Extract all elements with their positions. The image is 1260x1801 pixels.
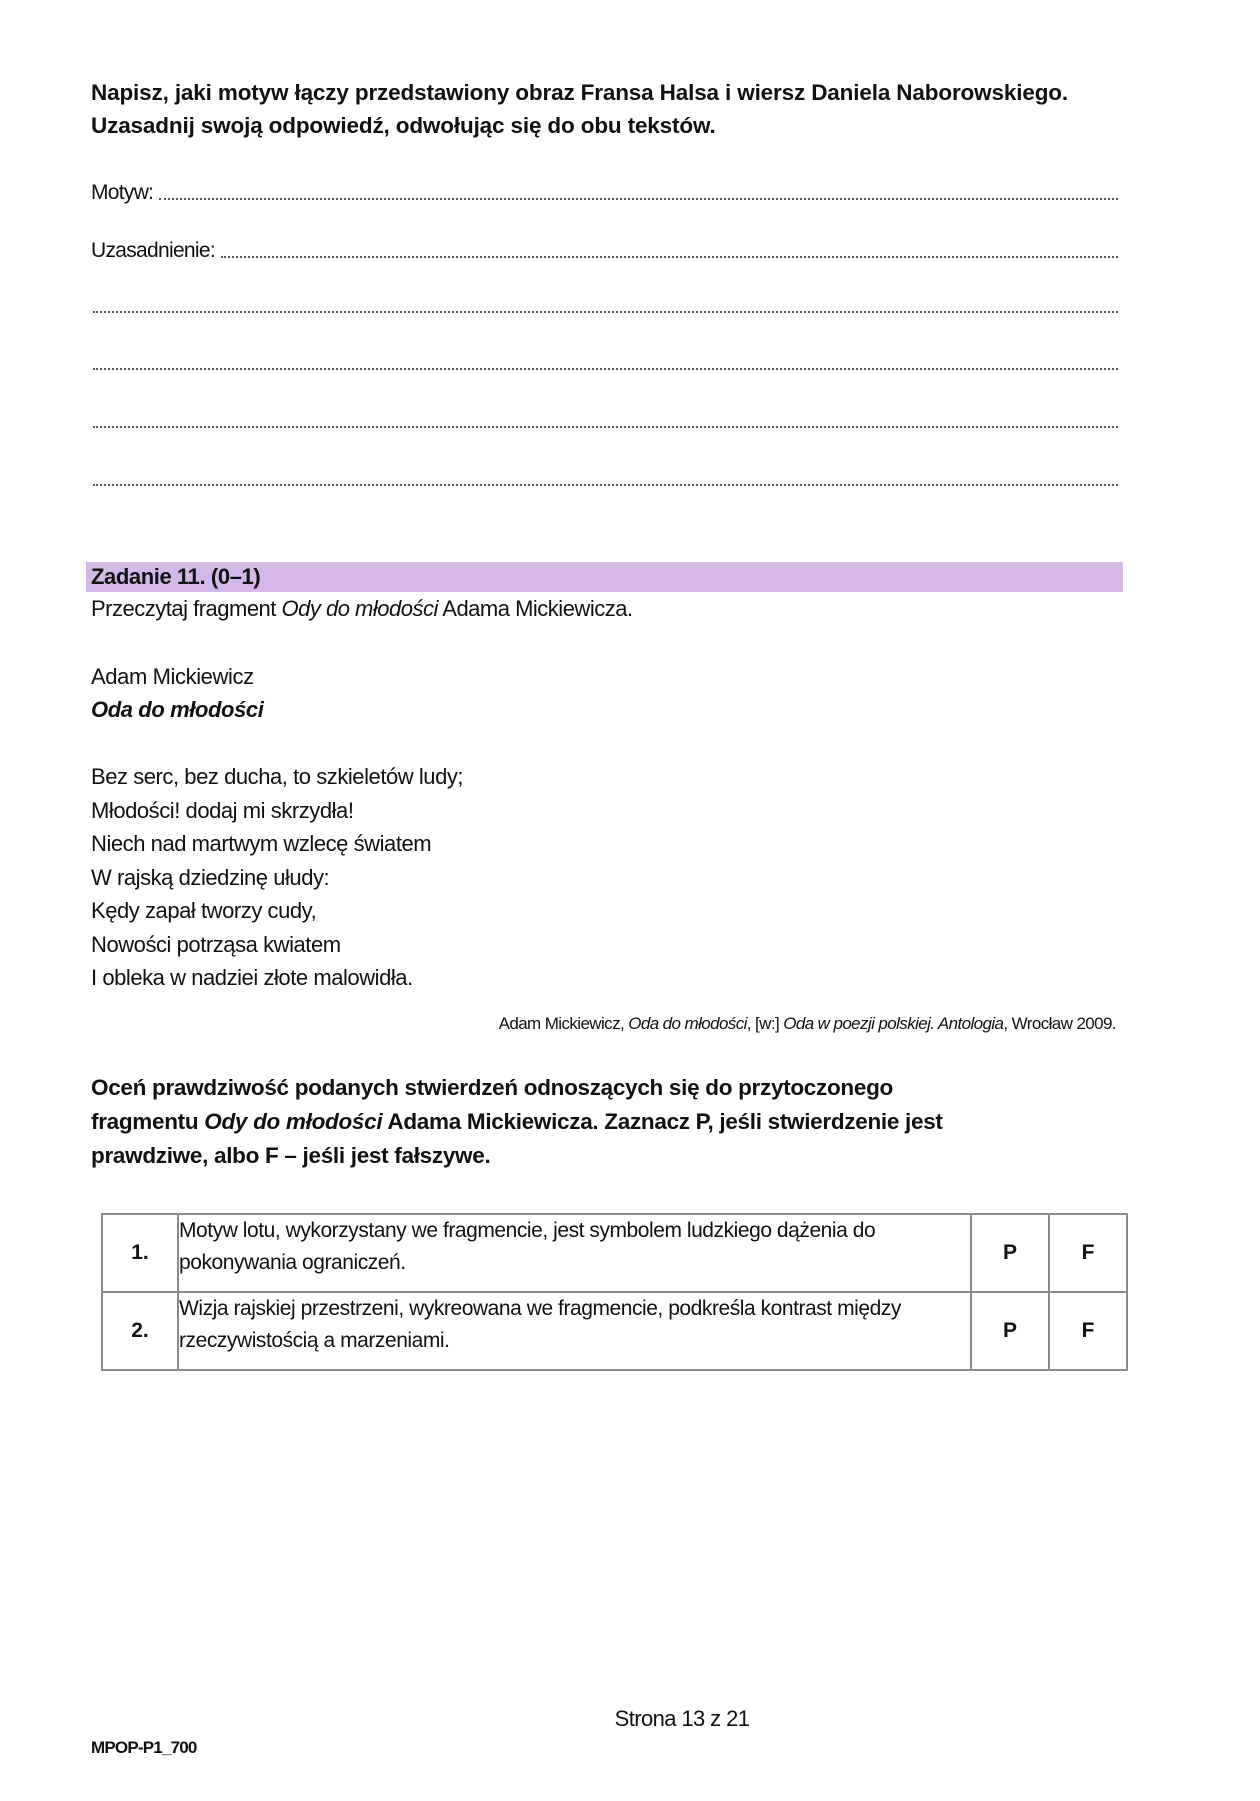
- answer-line[interactable]: [93, 311, 1118, 313]
- citation-book: Oda w poezji polskiej. Antologia: [783, 1014, 1004, 1033]
- statement-text: Motyw lotu, wykorzystany we fragmencie, jest symbolem ludzkiego dążenia do pokonywania ograniczeń.: [178, 1214, 971, 1292]
- question-work-title: Ody do młodości: [204, 1109, 383, 1134]
- false-option[interactable]: F: [1049, 1292, 1127, 1370]
- exam-code: MPOP-P1_700: [91, 1738, 197, 1757]
- answer-line[interactable]: [93, 484, 1118, 486]
- question-line: Oceń prawdziwość podanych stwierdzeń odnoszących się do przytoczonego: [91, 1075, 893, 1100]
- citation-text: , [w:]: [746, 1014, 784, 1033]
- false-option[interactable]: F: [1049, 1214, 1127, 1292]
- motif-label: Motyw:: [91, 181, 154, 204]
- table-row: [102, 1292, 1127, 1370]
- statement-text: Wizja rajskiej przestrzeni, wykreowana we fragmencie, podkreśla kontrast między rzeczywistością a marzeniami.: [178, 1292, 971, 1370]
- poem-line: Kędy zapał tworzy cudy,: [91, 898, 317, 923]
- poem-line: Niech nad martwym wzlecę światem: [91, 831, 432, 856]
- poem-line: Młodości! dodaj mi skrzydła!: [91, 797, 354, 823]
- true-option[interactable]: P: [971, 1214, 1049, 1292]
- previous-task-instruction: Napisz, jaki motyw łączy przedstawiony obraz Fransa Halsa i wiersz Daniela Naborowskiego. Uzasadnij swoją odpowiedź, odwołując się do obu tekstów.: [91, 80, 1068, 138]
- citation-text: Adam Mickiewicz,: [498, 1014, 629, 1033]
- question-text: fragmentu: [91, 1109, 205, 1134]
- intro-text: Adama Mickiewicza.: [437, 596, 633, 621]
- poem-author: Adam Mickiewicz: [91, 664, 254, 689]
- answer-line[interactable]: [93, 368, 1118, 370]
- question-line: prawdziwe, albo F – jeśli jest fałszywe.: [91, 1143, 491, 1168]
- question-line: [91, 1105, 1131, 1139]
- poem-title: Oda do młodości: [91, 697, 264, 722]
- poem-source-citation: [499, 1013, 1116, 1035]
- intro-text: Przeczytaj fragment: [91, 596, 282, 621]
- true-false-table: [101, 1213, 1128, 1371]
- poem-line: W rajską dziedzinę ułudy:: [91, 864, 330, 890]
- intro-work-title: Ody do młodości: [281, 596, 438, 621]
- task-intro: [91, 593, 633, 624]
- statement-number: 1.: [102, 1214, 178, 1292]
- motif-answer-line[interactable]: [159, 198, 1118, 200]
- table-row: [102, 1214, 1127, 1292]
- statement-number: 2.: [102, 1292, 178, 1370]
- question-text: Adama Mickiewicza. Zaznacz P, jeśli stwierdzenie jest: [382, 1109, 943, 1134]
- task-question: [91, 1071, 1131, 1173]
- poem-line: Nowości potrząsa kwiatem: [91, 931, 341, 957]
- page-number: Strona 13 z 21: [614, 1706, 750, 1731]
- answer-line[interactable]: [93, 426, 1118, 428]
- task-title: Zadanie 11. (0–1): [91, 564, 261, 589]
- justification-answer-field[interactable]: [91, 233, 1118, 263]
- citation-text: , Wrocław 2009.: [1003, 1014, 1116, 1033]
- justification-answer-line[interactable]: [221, 256, 1118, 258]
- poem-line: Bez serc, bez ducha, to szkieletów ludy;: [91, 764, 464, 789]
- true-option[interactable]: P: [971, 1292, 1049, 1370]
- citation-title: Oda do młodości: [628, 1014, 747, 1033]
- justification-label: Uzasadnienie:: [91, 239, 215, 262]
- poem-text: [91, 760, 463, 995]
- motif-answer-field[interactable]: [91, 175, 1118, 205]
- poem-line: I obleka w nadziei złote malowidła.: [91, 965, 413, 990]
